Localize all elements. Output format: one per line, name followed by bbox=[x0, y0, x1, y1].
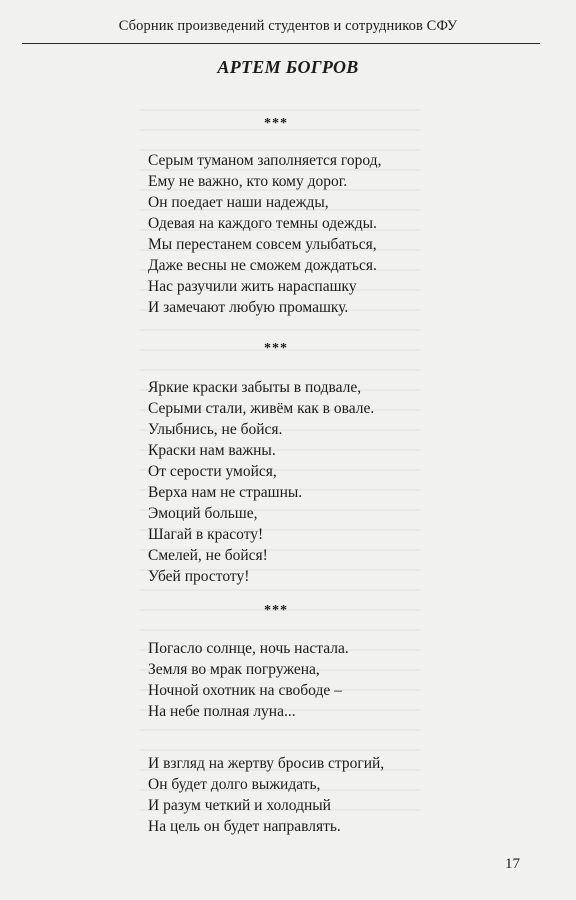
section-separator: *** bbox=[264, 603, 288, 618]
poem-line: Ему не важно, кто кому дорог. bbox=[148, 173, 348, 190]
poem-line: И разум четкий и холодный bbox=[148, 797, 331, 814]
section-separator: *** bbox=[264, 341, 288, 356]
author-name: АРТЕМ БОГРОВ bbox=[217, 57, 359, 77]
poem-line: Мы перестанем совсем улыбаться, bbox=[148, 236, 377, 253]
poem-line: Краски нам важны. bbox=[148, 442, 276, 459]
poem-line: Серыми стали, живём как в овале. bbox=[148, 400, 375, 417]
poem-line: На небе полная луна... bbox=[148, 703, 296, 720]
poem-line: На цель он будет направлять. bbox=[148, 818, 341, 835]
poem-line: И взгляд на жертву бросив строгий, bbox=[148, 755, 385, 772]
header-rule bbox=[22, 43, 540, 44]
poem-line: Верха нам не страшны. bbox=[148, 484, 303, 501]
poem-line: Ночной охотник на свободе – bbox=[148, 682, 342, 699]
poem-line: Одевая на каждого темны одежды. bbox=[148, 215, 377, 232]
poem-line: И замечают любую промашку. bbox=[148, 299, 349, 316]
poem-line: Он будет долго выжидать, bbox=[148, 776, 321, 793]
poem-line: Смелей, не бойся! bbox=[148, 547, 268, 564]
poem-line: Нас разучили жить нараспашку bbox=[148, 278, 357, 295]
poem-line: Шагай в красоту! bbox=[148, 526, 264, 543]
poem-line: Он поедает наши надежды, bbox=[148, 194, 329, 211]
poem-line: Серым туманом заполняется город, bbox=[148, 152, 382, 169]
poem-line: Улыбнись, не бойся. bbox=[148, 421, 283, 438]
poem-line: От серости умойся, bbox=[148, 463, 277, 480]
poem-line: Даже весны не сможем дождаться. bbox=[148, 257, 377, 274]
poem-line: Убей простоту! bbox=[148, 568, 250, 585]
poem-line: Земля во мрак погружена, bbox=[148, 661, 320, 678]
section-separator: *** bbox=[264, 116, 288, 131]
page-number: 17 bbox=[505, 856, 520, 872]
poem-line: Погасло солнце, ночь настала. bbox=[148, 640, 349, 657]
running-header: Сборник произведений студентов и сотрудников СФУ bbox=[118, 18, 458, 34]
poem-line: Яркие краски забыты в подвале, bbox=[148, 379, 362, 396]
poem-line: Эмоций больше, bbox=[148, 505, 258, 522]
